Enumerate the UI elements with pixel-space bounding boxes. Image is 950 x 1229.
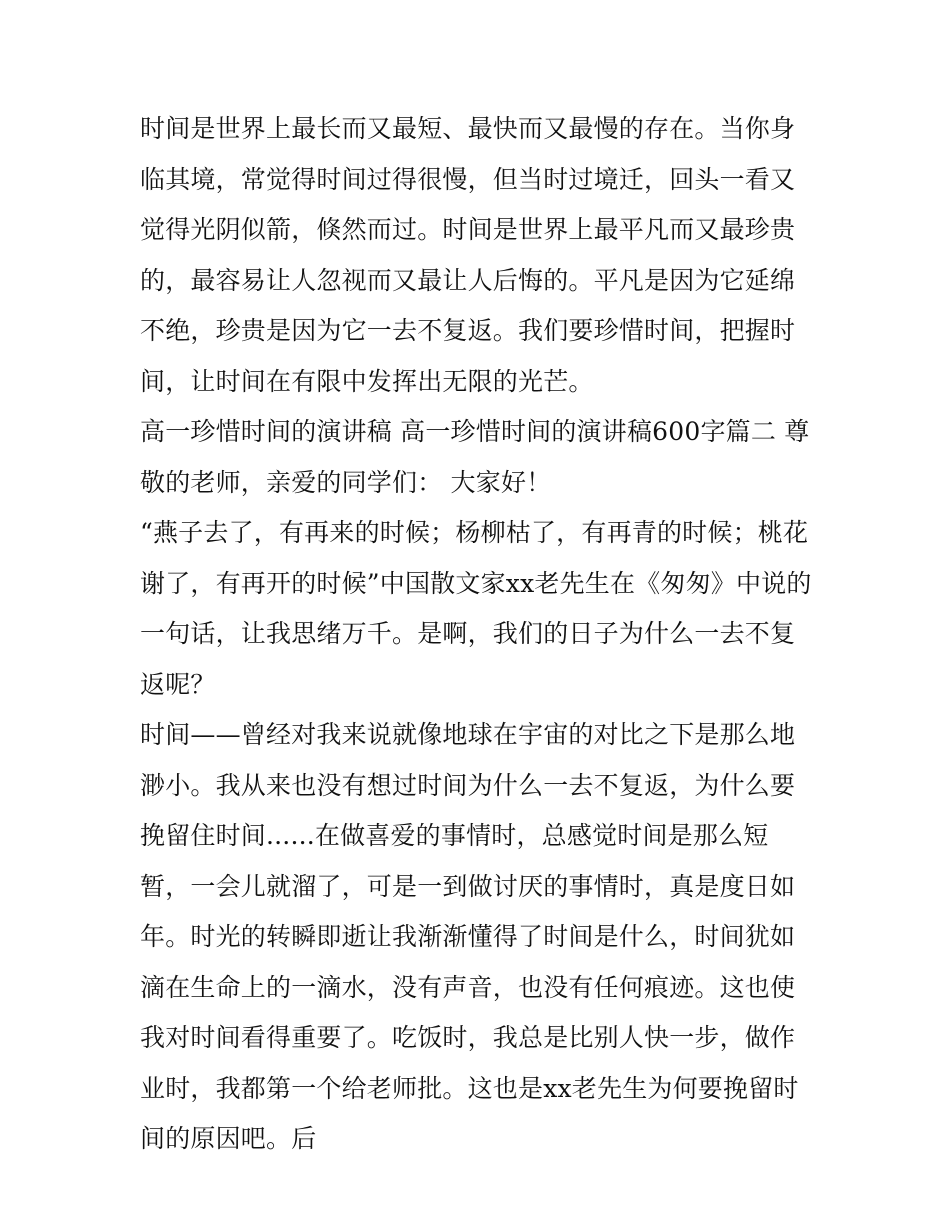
paragraph-2: 高一珍惜时间的演讲稿 高一珍惜时间的演讲稿600字篇二 尊敬的老师，亲爱的同学们： 大家好！ <box>140 417 810 497</box>
document-body <box>140 104 812 1165</box>
paragraph-3: “燕子去了，有再来的时候；杨柳枯了，有再青的时候；桃花谢了，有再开的时候”中国散文家xx老先生在《匆匆》中说的一句话，让我思绪万千。是啊，我们的日子为什么一去不复返呢？ <box>140 518 812 699</box>
paragraph-1: 时间是世界上最长而又最短、最快而又最慢的存在。当你身临其境，常觉得时间过得很慢，但当时过境迁，回头一看又觉得光阴似箭，倏然而过。时间是世界上最平凡而又最珍贵的，最容易让人忽视而又最让人后悔的。平凡是因为它延绵不绝，珍贵是因为它一去不复返。我们要珍惜时间，把握时间，让时间在有限中发挥出无限的光芒。 <box>140 114 796 396</box>
paragraph-4: 时间——曾经对我来说就像地球在宇宙的对比之下是那么地渺小。我从来也没有想过时间为什么一去不复返，为什么要挽留住时间......在做喜爱的事情时，总感觉时间是那么短暂，一会儿就溜了，可是一到做讨厌的事情时，真是度日如年。时光的转瞬即逝让我渐渐懂得了时间是什么，时间犹如滴在生命上的一滴水，没有声音，也没有任何痕迹。这也使我对时间看得重要了。吃饭时，我总是比别人快一步，做作业时，我都第一个给老师批。这也是xx老先生为何要挽留时间的原因吧。后 <box>140 720 799 1153</box>
